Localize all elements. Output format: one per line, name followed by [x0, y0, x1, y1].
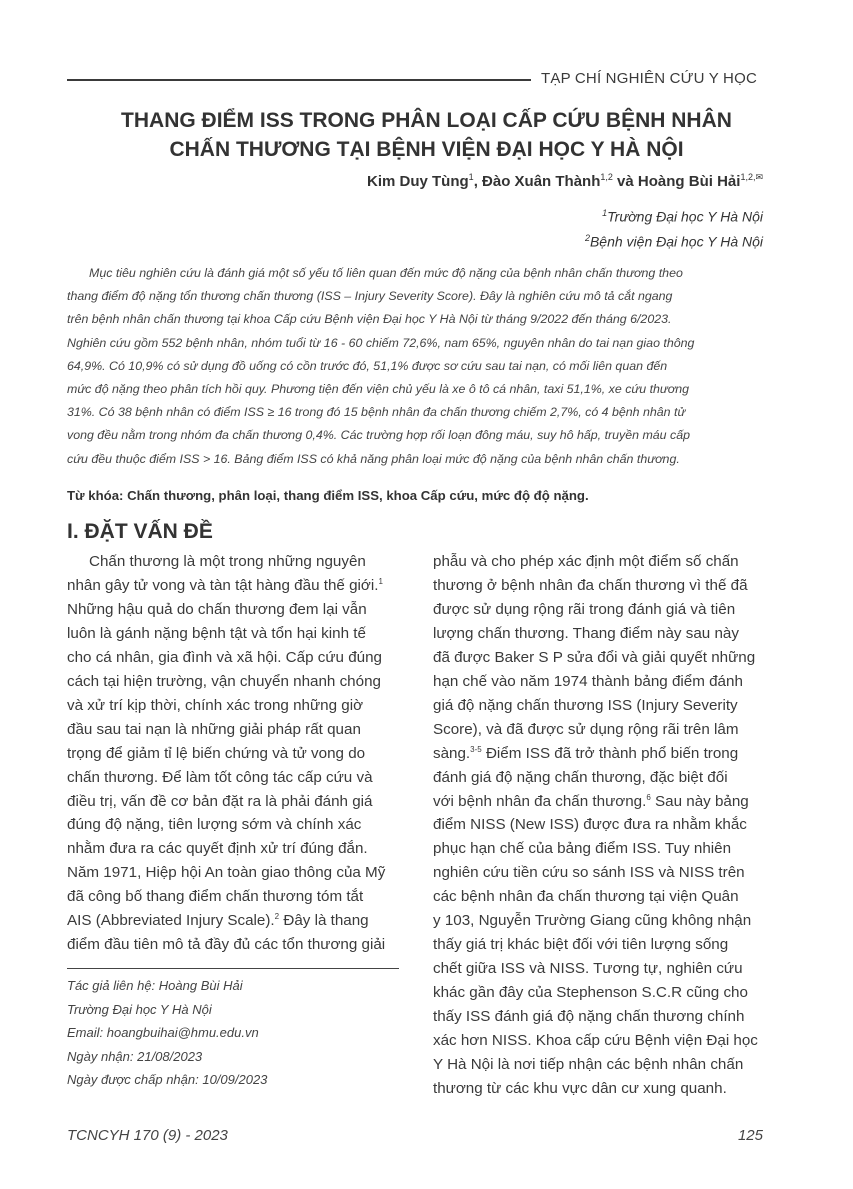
body-text: lượng chấn thương. Thang điểm này sau này — [433, 624, 739, 642]
footnote-line: Email: hoangbuihai@hmu.edu.vn — [67, 1025, 259, 1040]
abstract-line: Nghiên cứu gồm 552 bệnh nhân, nhóm tuổi từ 16 - 60 chiếm 72,6%, nam 65%, nguyên nhân do tai nạn giao thông — [67, 335, 695, 350]
body-text-line — [433, 649, 755, 666]
title-line-1: THANG ĐIỂM ISS TRONG PHÂN LOẠI CẤP CỨU BỆNH NHÂN — [121, 109, 732, 132]
section-heading: I. ĐẶT VẤN ĐỀ — [67, 520, 213, 543]
title-line-2: CHẤN THƯƠNG TẠI BỆNH VIỆN ĐẠI HỌC Y HÀ NỘI — [169, 138, 684, 161]
author-name: Kim Duy Tùng — [367, 173, 469, 190]
abstract-line: 31%. Có 38 bệnh nhân có điểm ISS ≥ 16 trong đó 15 bệnh nhân đa chấn thương chiếm 2,7%, có 4 bệnh nhân tử — [67, 405, 686, 420]
footnote-line: Tác giả liên hệ: Hoàng Bùi Hải — [67, 978, 243, 993]
author-affiliation-mark: 1,2 — [600, 172, 613, 182]
body-text: khác gần đây của Stephenson S.C.R cũng cho — [433, 984, 748, 1002]
author-separator: và — [612, 173, 638, 190]
abstract-line: Mục tiêu nghiên cứu là đánh giá một số yếu tố liên quan đến mức độ nặng của bệnh nhân chấn thương theo — [89, 266, 683, 280]
footnote-line: Trường Đại học Y Hà Nội — [67, 1001, 212, 1017]
body-text-line — [433, 816, 747, 833]
affiliation-number: 1 — [602, 208, 608, 218]
body-text-line — [433, 984, 748, 1001]
body-text: AIS (Abbreviated Injury Scale). — [67, 912, 275, 930]
body-text-line — [433, 840, 731, 857]
author-name: Hoàng Bùi Hải — [637, 173, 741, 190]
body-text-line — [67, 888, 363, 905]
body-text: Đây là thang — [279, 912, 369, 930]
abstract-line: cứu đều thuộc điểm ISS > 16. Bảng điểm ISS có khả năng phân loại mức độ nặng của bệnh nhân chấn thương. — [67, 451, 680, 466]
body-text: và xử trí kịp thời, chính xác trong những giờ — [67, 696, 364, 714]
body-text: được sử dụng rộng rãi trong đánh giá và tiên — [433, 600, 736, 618]
page-number: 125 — [737, 1127, 763, 1144]
body-text-line — [433, 936, 728, 953]
keywords: Từ khóa: Chấn thương, phân loại, thang điểm ISS, khoa Cấp cứu, mức độ độ nặng. — [67, 488, 589, 503]
body-text-line — [433, 577, 748, 594]
author-separator: , — [473, 173, 483, 190]
body-text: xác hơn NISS. Khoa cấp cứu Bệnh viện Đại học — [433, 1032, 758, 1049]
body-text-line — [433, 601, 735, 618]
body-text: thấy ISS đánh giá độ nặng chấn thương chính — [433, 1008, 745, 1026]
affiliation-2 — [585, 233, 763, 250]
affiliation-1 — [602, 208, 763, 225]
body-text: giá độ nặng chấn thương ISS (Injury Severity — [433, 696, 738, 714]
body-text-line — [433, 1056, 743, 1073]
body-text-line — [67, 649, 382, 666]
body-text: đã công bố thang điểm chấn thương tóm tắt — [67, 888, 364, 906]
body-text: Chấn thương là một trong những nguyên — [89, 553, 366, 570]
body-text-line — [433, 625, 739, 642]
body-text-line — [67, 721, 361, 738]
abstract-line: 64,9%. Có 10,9% có sử dụng đồ uống có cồn trước đó, 51,1% được sơ cứu sau tai nạn, có mối liên quan đến — [67, 358, 668, 373]
body-text-line — [433, 697, 738, 714]
body-text: Sau này bảng — [650, 792, 749, 810]
body-text-line — [67, 745, 365, 762]
body-text: nghiên cứu tiền cứu so sánh ISS và NISS trên — [433, 864, 745, 882]
body-text: Y Hà Nội là nơi tiếp nhận các bệnh nhân chấn — [433, 1055, 744, 1073]
abstract-line: thang điểm độ nặng tổn thương chấn thương (ISS – Injury Severity Score). Đây là nghiên cứu mô tả cắt ngang — [67, 289, 673, 304]
body-text: điểm đầu tiên mô tả đầy đủ các tổn thương giải — [67, 936, 386, 954]
journal-tag: TẠP CHÍ NGHIÊN CỨU Y HỌC — [531, 68, 763, 90]
citation-mark: 2 — [274, 912, 280, 922]
body-text: các bệnh nhân đa chấn thương tại viện Quân — [433, 888, 739, 906]
body-text: đúng độ nặng, tiên lượng sớm và chính xác — [67, 816, 362, 834]
abstract-line: mức độ nặng theo phân tích hồi quy. Phương tiện đến viện chủ yếu là xe ô tô cá nhân, taxi 51,1%, xe cứu thương — [67, 382, 690, 396]
footnote-line: Ngày được chấp nhận: 10/09/2023 — [67, 1072, 268, 1087]
abstract-line: trên bệnh nhân chấn thương tại khoa Cấp cứu Bệnh viện Đại học Y Hà Nội từ tháng 9/2022 đến tháng 6/2023. — [67, 312, 672, 327]
body-text: Năm 1971, Hiệp hội An toàn giao thông của Mỹ — [67, 864, 386, 882]
body-text-line — [67, 816, 361, 833]
body-text: phục hạn chế của bảng điểm ISS. Tuy nhiên — [433, 840, 732, 858]
body-text-line — [433, 864, 745, 881]
journal-issue: TCNCYH 170 (9) - 2023 — [67, 1127, 228, 1144]
body-text: Điểm ISS đã trở thành phổ biến trong — [481, 744, 739, 762]
body-text: thương từ các khu vực dân cư xung quanh. — [433, 1079, 727, 1097]
author-list — [367, 172, 763, 190]
body-text: Những hậu quả do chấn thương đem lại vẫn — [67, 600, 367, 618]
body-text-line — [67, 673, 381, 690]
body-text: thương ở bệnh nhân đa chấn thương vì thế đã — [433, 576, 748, 594]
abstract-line: vong đều nằm trong nhóm đa chấn thương 0,4%. Các trường hợp rối loạn đông máu, suy hô hấp, truyền máu cấp — [67, 428, 690, 443]
body-text-line — [433, 793, 749, 810]
body-text: cách tại hiện trường, vận chuyển nhanh chóng — [67, 672, 381, 690]
author-name: Đào Xuân Thành — [482, 173, 601, 190]
article-title — [60, 106, 793, 164]
body-text-line — [433, 912, 751, 929]
body-text: với bệnh nhân đa chấn thương. — [433, 792, 647, 810]
citation-mark: 3-5 — [470, 744, 482, 754]
body-text-line — [433, 888, 739, 905]
body-text-line — [67, 936, 385, 953]
footnote-line: Ngày nhận: 21/08/2023 — [67, 1048, 203, 1064]
body-text-line — [67, 577, 383, 594]
affiliation-number: 2 — [584, 233, 590, 243]
body-text-line — [67, 601, 367, 618]
citation-mark: 6 — [646, 792, 651, 802]
citation-mark: 1 — [378, 576, 383, 586]
affiliation-text: Bệnh viện Đại học Y Hà Nội — [589, 233, 763, 250]
body-text: trọng để giảm tỉ lệ biến chứng và tử vong do — [67, 744, 366, 762]
body-text: điểm NISS (New ISS) được đưa ra nhằm khắc — [433, 816, 747, 834]
body-text: sàng. — [433, 744, 471, 762]
body-text-line — [67, 769, 373, 786]
body-text-line — [433, 1032, 758, 1049]
body-text-line — [433, 1008, 744, 1025]
body-text: chấn thương. Để làm tốt công tác cấp cứu và — [67, 768, 373, 786]
footnote-rule — [67, 968, 399, 969]
body-text: cho cá nhân, gia đình và xã hội. Cấp cứu đúng — [67, 648, 382, 666]
body-text: chết giữa ISS và NISS. Tương tự, nghiên cứu — [433, 960, 743, 978]
body-text: đánh giá độ nặng chấn thương, đặc biệt đối — [433, 768, 728, 786]
body-text-line — [433, 673, 743, 690]
body-text-line — [433, 553, 739, 570]
body-text: đã được Baker S P sửa đổi và giải quyết những — [433, 648, 756, 666]
body-text: y 103, Nguyễn Trường Giang cũng không nhận — [433, 912, 752, 930]
body-text: hạn chế vào năm 1974 thành bảng điểm đánh — [433, 672, 743, 690]
body-text-line — [67, 793, 372, 810]
body-text-line — [89, 553, 366, 570]
body-text: đầu sau tai nạn là những giải pháp rất quan — [67, 720, 361, 738]
author-affiliation-mark: 1,2,✉ — [740, 172, 763, 182]
body-text: nhằm đưa ra các quyết định xử trí đúng đắn. — [67, 840, 368, 858]
body-text-line — [67, 864, 385, 881]
affiliation-text: Trường Đại học Y Hà Nội — [607, 208, 763, 225]
body-text: thấy giá trị khác biệt đối với tiên lượng sống — [433, 936, 729, 954]
body-text-line — [433, 1080, 727, 1097]
author-affiliation-mark: 1 — [468, 172, 474, 182]
body-text-line — [67, 912, 369, 929]
body-text: điều trị, vấn đề cơ bản đặt ra là phải đánh giá — [67, 792, 373, 810]
body-text: Score), và đã được sử dụng rộng rãi trên lâm — [433, 720, 739, 738]
body-text-line — [433, 769, 728, 786]
body-text-line — [67, 697, 363, 714]
body-text: nhân gây tử vong và tàn tật hàng đầu thế giới. — [67, 577, 379, 594]
body-text-line — [433, 960, 743, 977]
body-text-line — [67, 840, 368, 857]
body-text-line — [433, 745, 738, 762]
body-text-line — [67, 625, 366, 642]
body-text: phẫu và cho phép xác định một điểm số chấn — [433, 553, 739, 570]
body-text-line — [433, 721, 739, 738]
body-text: luôn là gánh nặng bệnh tật và tổn hại kinh tế — [67, 624, 366, 642]
